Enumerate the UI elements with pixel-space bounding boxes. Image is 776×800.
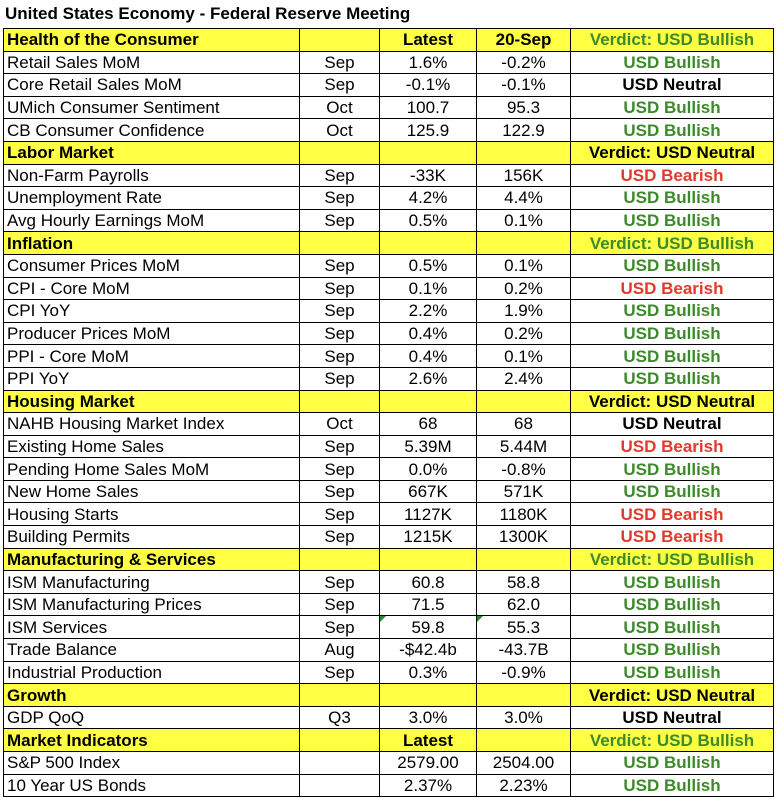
indicator-period: Sep <box>300 51 380 74</box>
indicator-previous: 68 <box>477 413 571 436</box>
indicator-period: Sep <box>300 571 380 594</box>
indicator-period: Sep <box>300 661 380 684</box>
report-title: United States Economy - Federal Reserve Meeting <box>5 4 411 23</box>
indicator-signal: USD Bearish <box>571 526 774 549</box>
indicator-name: ISM Services <box>4 616 300 639</box>
indicator-previous: -0.9% <box>477 661 571 684</box>
indicator-name: Housing Starts <box>4 503 300 526</box>
indicator-name: UMich Consumer Sentiment <box>4 96 300 119</box>
table-row <box>4 661 774 684</box>
indicator-previous: 5.44M <box>477 435 571 458</box>
indicator-previous: 62.0 <box>477 593 571 616</box>
indicator-latest: 667K <box>380 480 477 503</box>
indicator-previous: -0.1% <box>477 74 571 97</box>
table-row <box>4 706 774 729</box>
indicator-latest: 2.6% <box>380 367 477 390</box>
indicator-signal: USD Neutral <box>571 74 774 97</box>
section-verdict: Verdict: USD Bullish <box>571 729 774 752</box>
indicator-previous: 0.2% <box>477 322 571 345</box>
section-header-row <box>4 684 774 707</box>
indicator-previous: -43.7B <box>477 639 571 662</box>
indicator-name: Industrial Production <box>4 661 300 684</box>
indicator-period: Sep <box>300 254 380 277</box>
indicator-signal: USD Bullish <box>571 616 774 639</box>
section-name: Market Indicators <box>4 729 300 752</box>
indicator-previous: 122.9 <box>477 119 571 142</box>
indicator-latest: 60.8 <box>380 571 477 594</box>
indicator-previous: 55.3 <box>477 616 571 639</box>
section-blank-cell <box>300 29 380 52</box>
table-row <box>4 254 774 277</box>
column-header-previous <box>477 141 571 164</box>
indicator-signal: USD Bullish <box>571 345 774 368</box>
indicator-latest: 0.4% <box>380 322 477 345</box>
table-row <box>4 96 774 119</box>
section-header-row <box>4 232 774 255</box>
indicator-signal: USD Bullish <box>571 752 774 775</box>
indicator-previous: 1300K <box>477 526 571 549</box>
indicator-period: Sep <box>300 300 380 323</box>
indicator-latest: 2.2% <box>380 300 477 323</box>
column-header-latest <box>380 390 477 413</box>
indicator-previous: 1.9% <box>477 300 571 323</box>
indicator-period: Oct <box>300 119 380 142</box>
indicator-name: 10 Year US Bonds <box>4 774 300 797</box>
indicator-period <box>300 752 380 775</box>
section-blank-cell <box>300 390 380 413</box>
indicator-period <box>300 774 380 797</box>
section-blank-cell <box>300 232 380 255</box>
section-name: Housing Market <box>4 390 300 413</box>
table-row <box>4 322 774 345</box>
indicator-previous: 58.8 <box>477 571 571 594</box>
table-row <box>4 164 774 187</box>
indicator-signal: USD Bullish <box>571 322 774 345</box>
column-header-previous <box>477 548 571 571</box>
indicator-signal: USD Bullish <box>571 774 774 797</box>
indicator-signal: USD Bullish <box>571 571 774 594</box>
indicator-period: Sep <box>300 277 380 300</box>
table-row <box>4 458 774 481</box>
indicator-previous: -0.8% <box>477 458 571 481</box>
indicator-name: Non-Farm Payrolls <box>4 164 300 187</box>
indicator-previous: 2.23% <box>477 774 571 797</box>
indicator-period: Sep <box>300 616 380 639</box>
table-row <box>4 526 774 549</box>
section-verdict: Verdict: USD Neutral <box>571 141 774 164</box>
indicator-latest: 2579.00 <box>380 752 477 775</box>
indicator-signal: USD Neutral <box>571 706 774 729</box>
indicator-period: Sep <box>300 367 380 390</box>
indicator-latest: 0.1% <box>380 277 477 300</box>
column-header-latest <box>380 141 477 164</box>
section-name: Manufacturing & Services <box>4 548 300 571</box>
indicator-previous: 2.4% <box>477 367 571 390</box>
indicator-period: Sep <box>300 345 380 368</box>
indicator-latest: 0.3% <box>380 661 477 684</box>
indicator-previous: 156K <box>477 164 571 187</box>
indicator-previous: 2504.00 <box>477 752 571 775</box>
indicator-previous: 0.1% <box>477 345 571 368</box>
indicator-latest: 100.7 <box>380 96 477 119</box>
indicator-latest: 0.5% <box>380 209 477 232</box>
indicator-previous: 0.1% <box>477 209 571 232</box>
indicator-name: ISM Manufacturing <box>4 571 300 594</box>
table-row <box>4 593 774 616</box>
economy-table <box>3 28 774 797</box>
indicator-period: Sep <box>300 503 380 526</box>
table-row <box>4 616 774 639</box>
indicator-signal: USD Bullish <box>571 187 774 210</box>
indicator-name: Retail Sales MoM <box>4 51 300 74</box>
indicator-previous: 3.0% <box>477 706 571 729</box>
indicator-name: Avg Hourly Earnings MoM <box>4 209 300 232</box>
indicator-latest: 4.2% <box>380 187 477 210</box>
section-blank-cell <box>300 729 380 752</box>
section-blank-cell <box>300 548 380 571</box>
indicator-name: CPI YoY <box>4 300 300 323</box>
indicator-signal: USD Neutral <box>571 413 774 436</box>
indicator-period: Q3 <box>300 706 380 729</box>
indicator-name: New Home Sales <box>4 480 300 503</box>
table-row <box>4 413 774 436</box>
indicator-name: Producer Prices MoM <box>4 322 300 345</box>
indicator-period: Sep <box>300 164 380 187</box>
indicator-name: GDP QoQ <box>4 706 300 729</box>
table-row <box>4 74 774 97</box>
table-row <box>4 480 774 503</box>
table-row <box>4 300 774 323</box>
indicator-previous: -0.2% <box>477 51 571 74</box>
column-header-previous <box>477 684 571 707</box>
table-row <box>4 345 774 368</box>
indicator-signal: USD Bullish <box>571 300 774 323</box>
indicator-period: Sep <box>300 74 380 97</box>
indicator-period: Sep <box>300 322 380 345</box>
indicator-latest: 3.0% <box>380 706 477 729</box>
indicator-signal: USD Bearish <box>571 503 774 526</box>
table-row <box>4 367 774 390</box>
indicator-latest: -0.1% <box>380 74 477 97</box>
indicator-name: Pending Home Sales MoM <box>4 458 300 481</box>
table-row <box>4 51 774 74</box>
table-body <box>4 29 774 797</box>
indicator-period: Sep <box>300 187 380 210</box>
indicator-period: Aug <box>300 639 380 662</box>
column-header-previous: 20-Sep <box>477 29 571 52</box>
indicator-latest: 1.6% <box>380 51 477 74</box>
indicator-period: Sep <box>300 526 380 549</box>
section-blank-cell <box>300 141 380 164</box>
indicator-signal: USD Bullish <box>571 458 774 481</box>
section-header-row <box>4 29 774 52</box>
indicator-signal: USD Bullish <box>571 367 774 390</box>
column-header-previous <box>477 390 571 413</box>
section-verdict: Verdict: USD Bullish <box>571 29 774 52</box>
indicator-signal: USD Bullish <box>571 51 774 74</box>
table-row <box>4 435 774 458</box>
indicator-previous: 1180K <box>477 503 571 526</box>
indicator-signal: USD Bullish <box>571 254 774 277</box>
indicator-latest: 2.37% <box>380 774 477 797</box>
table-row <box>4 752 774 775</box>
indicator-period: Oct <box>300 96 380 119</box>
section-header-row <box>4 729 774 752</box>
indicator-signal: USD Bullish <box>571 96 774 119</box>
indicator-signal: USD Bearish <box>571 164 774 187</box>
indicator-name: CB Consumer Confidence <box>4 119 300 142</box>
indicator-previous: 4.4% <box>477 187 571 210</box>
section-header-row <box>4 390 774 413</box>
indicator-latest: 1215K <box>380 526 477 549</box>
indicator-period: Sep <box>300 435 380 458</box>
indicator-signal: USD Bullish <box>571 661 774 684</box>
indicator-signal: USD Bearish <box>571 435 774 458</box>
section-verdict: Verdict: USD Bullish <box>571 548 774 571</box>
section-verdict: Verdict: USD Neutral <box>571 684 774 707</box>
table-row <box>4 187 774 210</box>
indicator-latest: 71.5 <box>380 593 477 616</box>
table-row <box>4 209 774 232</box>
indicator-previous: 0.1% <box>477 254 571 277</box>
indicator-latest: 68 <box>380 413 477 436</box>
indicator-period: Sep <box>300 593 380 616</box>
section-blank-cell <box>300 684 380 707</box>
section-name: Growth <box>4 684 300 707</box>
section-verdict: Verdict: USD Bullish <box>571 232 774 255</box>
table-row <box>4 639 774 662</box>
indicator-name: NAHB Housing Market Index <box>4 413 300 436</box>
column-header-latest: Latest <box>380 29 477 52</box>
indicator-latest: 0.4% <box>380 345 477 368</box>
indicator-latest: 125.9 <box>380 119 477 142</box>
section-name: Labor Market <box>4 141 300 164</box>
table-row <box>4 277 774 300</box>
indicator-latest: 0.5% <box>380 254 477 277</box>
indicator-signal: USD Bearish <box>571 277 774 300</box>
section-name: Inflation <box>4 232 300 255</box>
indicator-name: CPI - Core MoM <box>4 277 300 300</box>
indicator-signal: USD Bullish <box>571 119 774 142</box>
indicator-name: Existing Home Sales <box>4 435 300 458</box>
section-header-row <box>4 548 774 571</box>
indicator-name: Unemployment Rate <box>4 187 300 210</box>
indicator-name: PPI - Core MoM <box>4 345 300 368</box>
indicator-latest: -33K <box>380 164 477 187</box>
indicator-latest: -$42.4b <box>380 639 477 662</box>
indicator-latest: 1127K <box>380 503 477 526</box>
section-name: Health of the Consumer <box>4 29 300 52</box>
indicator-latest: 0.0% <box>380 458 477 481</box>
section-header-row <box>4 141 774 164</box>
column-header-latest <box>380 232 477 255</box>
column-header-latest <box>380 684 477 707</box>
indicator-name: Trade Balance <box>4 639 300 662</box>
column-header-latest <box>380 548 477 571</box>
indicator-name: PPI YoY <box>4 367 300 390</box>
indicator-signal: USD Bullish <box>571 480 774 503</box>
section-verdict: Verdict: USD Neutral <box>571 390 774 413</box>
indicator-name: Core Retail Sales MoM <box>4 74 300 97</box>
indicator-previous: 571K <box>477 480 571 503</box>
table-row <box>4 503 774 526</box>
indicator-latest: 5.39M <box>380 435 477 458</box>
table-row <box>4 774 774 797</box>
indicator-period: Sep <box>300 209 380 232</box>
indicator-signal: USD Bullish <box>571 639 774 662</box>
column-header-previous <box>477 232 571 255</box>
indicator-signal: USD Bullish <box>571 209 774 232</box>
column-header-previous <box>477 729 571 752</box>
indicator-name: Consumer Prices MoM <box>4 254 300 277</box>
indicator-previous: 0.2% <box>477 277 571 300</box>
indicator-name: ISM Manufacturing Prices <box>4 593 300 616</box>
indicator-name: Building Permits <box>4 526 300 549</box>
indicator-signal: USD Bullish <box>571 593 774 616</box>
table-row <box>4 571 774 594</box>
indicator-latest: 59.8 <box>380 616 477 639</box>
column-header-latest: Latest <box>380 729 477 752</box>
indicator-name: S&P 500 Index <box>4 752 300 775</box>
indicator-previous: 95.3 <box>477 96 571 119</box>
indicator-period: Sep <box>300 480 380 503</box>
indicator-period: Sep <box>300 458 380 481</box>
indicator-period: Oct <box>300 413 380 436</box>
table-row <box>4 119 774 142</box>
